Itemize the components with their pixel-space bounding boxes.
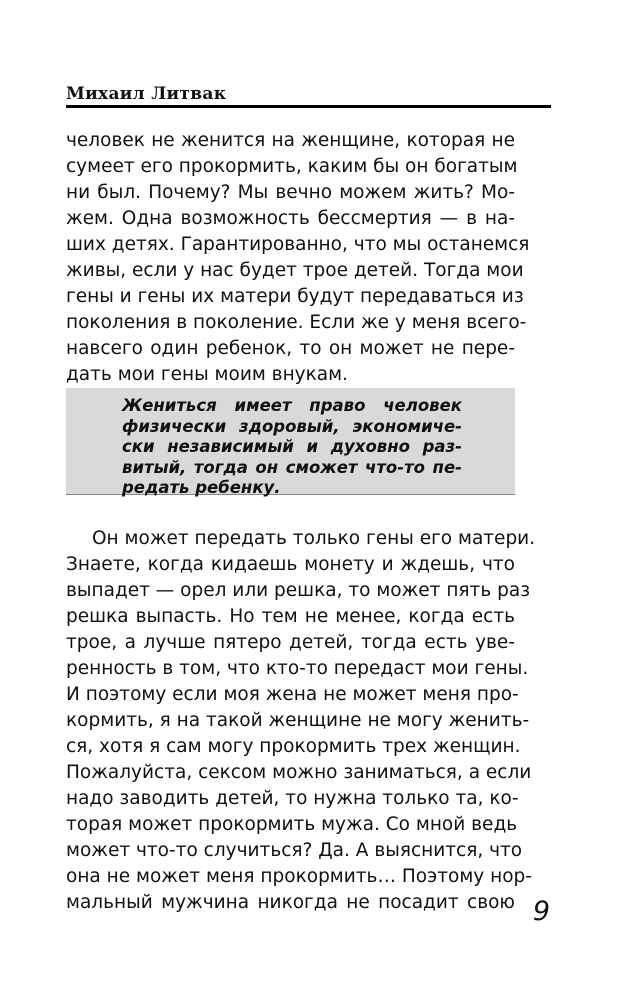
- quote-line: ски независимый и духовно раз-: [122, 437, 462, 456]
- text-line: торая может прокормить мужа. Со мной ведь: [66, 814, 518, 835]
- text-line: живы, если у нас будет трое детей. Тогда мои: [66, 260, 524, 281]
- text-line: выпадет — орел или решка, то может пять раз: [66, 580, 531, 601]
- text-line: ни был. Почему? Мы вечно можем жить? Мо-: [66, 182, 515, 203]
- text-line: может что-то случиться? Да. А выяснится, что: [66, 840, 523, 861]
- text-line: поколения в поколение. Если же у меня всего-: [66, 312, 527, 333]
- text-line: она не может меня прокормить… Поэтому нор-: [66, 866, 532, 887]
- text-line: ших детях. Гарантированно, что мы останемся: [66, 234, 530, 255]
- text-line: надо заводить детей, то нужна только та, ко-: [66, 788, 519, 809]
- text-line: ренность в том, что кто-то передаст мои гены.: [66, 658, 529, 679]
- quote-line: редать ребенку.: [122, 478, 281, 497]
- running-header-author: Михаил Литвак: [66, 84, 227, 104]
- text-line: ся, хотя я сам могу прокормить трех женщин.: [66, 736, 521, 757]
- text-line: мальный мужчина никогда не посадит свою: [66, 892, 515, 913]
- text-line: сумеет его прокормить, каким бы он богатым: [66, 156, 518, 177]
- paragraph-2: [66, 526, 536, 916]
- text-line: жем. Одна возможность бессмертия — в на-: [66, 208, 515, 229]
- text-line: Знаете, когда кидаешь монету и ждешь, что: [66, 554, 515, 575]
- text-line: решка выпасть. Но тем не менее, когда есть: [66, 606, 515, 627]
- quote-line: физически здоровый, экономиче-: [122, 416, 462, 436]
- text-line: гены и гены их матери будут передаваться из: [66, 286, 524, 307]
- text-line: человек не женится на женщине, которая не: [66, 130, 515, 151]
- highlighted-quote: [122, 396, 462, 499]
- paragraph-1: [66, 128, 530, 388]
- text-line: дать мои гены моим внукам.: [66, 364, 348, 385]
- header-rule: [66, 105, 551, 108]
- text-line: И поэтому если моя жена не может меня про-: [66, 684, 519, 705]
- text-line: Он может передать только гены его матери.: [92, 528, 536, 549]
- text-line: Пожалуйста, сексом можно заниматься, а если: [66, 762, 532, 783]
- quote-line: витый, тогда он сможет что-то пе-: [122, 457, 462, 477]
- page-number: 9: [532, 896, 550, 927]
- quote-line: Жениться имеет право человек: [122, 396, 462, 415]
- text-line: навсего один ребенок, то он может не пере-: [66, 338, 515, 359]
- text-line: кормить, я на такой женщине не могу женить-: [66, 710, 530, 731]
- text-line: трое, а лучше пятеро детей, тогда есть уве-: [66, 632, 515, 653]
